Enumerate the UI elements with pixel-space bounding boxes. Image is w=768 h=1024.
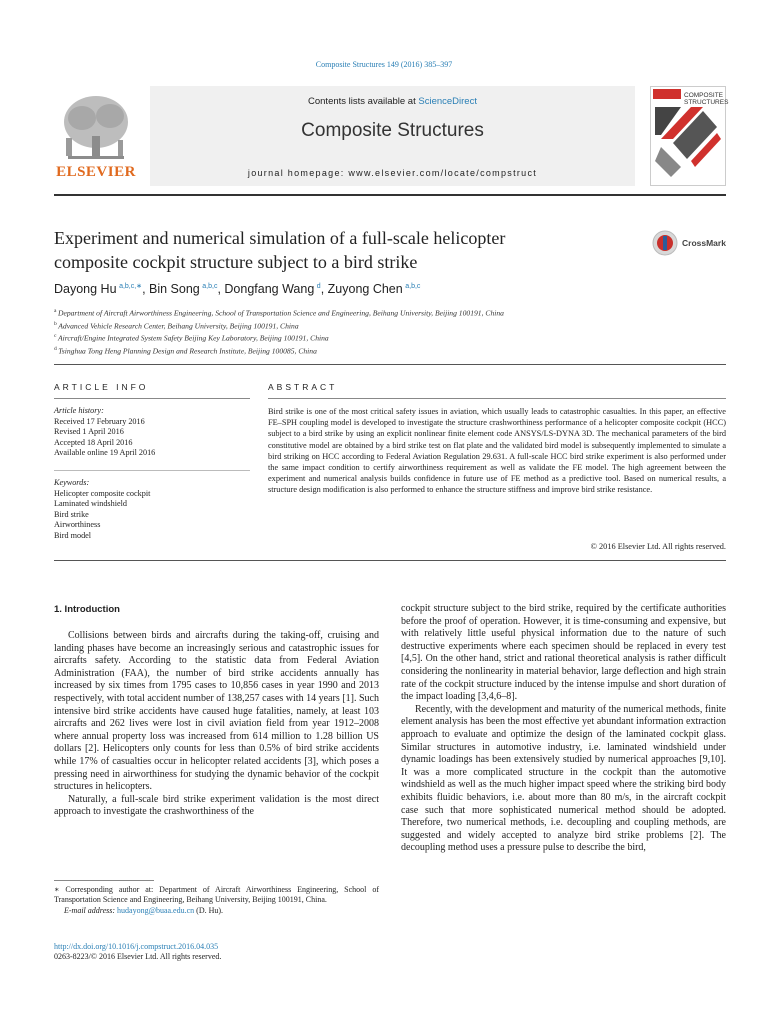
author-affil-sup[interactable]: a,b,c,∗ xyxy=(119,283,143,290)
cover-title xyxy=(684,92,729,106)
author-name: Dongfang Wang xyxy=(224,282,315,297)
author-sep: , xyxy=(142,282,150,297)
history-online: Available online 19 April 2016 xyxy=(54,448,156,457)
footnote xyxy=(54,885,379,916)
issn-line: 0263-8223/© 2016 Elsevier Ltd. All rights reserved. xyxy=(54,952,222,962)
affiliation xyxy=(54,306,504,319)
affiliation xyxy=(54,319,504,332)
affiliation-list xyxy=(54,306,504,356)
email-link[interactable]: hudayong@buaa.edu.cn xyxy=(117,905,195,915)
corresponding-author-note: ∗ Corresponding author at: Department of Aircraft Airworthiness Engineering, School of Transportation Science and Engineering, Beihang University, Beijing 100191, China. xyxy=(54,885,379,905)
author-affil-sup[interactable]: a,b,c xyxy=(202,283,218,290)
keyword: Helicopter composite cockpit xyxy=(54,488,151,498)
paragraph: Naturally, a full-scale bird strike experiment validation is the most direct approach to investigate the crashworthiness of the xyxy=(54,793,379,818)
history-received: Received 17 February 2016 xyxy=(54,416,145,426)
abstract-text: Bird strike is one of the most critical safety issues in aviation, which usually leads to catastrophic casualties. In this paper, an effective FE–SPH coupling model is developed to investigate the structure crashworthiness performance of a helicopter composite cockpit (HCC) subject to a bird strike by using an explicit nonlinear finite element code ANSYS/LS-DYNA 3D. The mechanical parameters of the bird constitutive model are obtained by a bird strike test on flat plate and the validated bird model is subsequently implemented to simulate a bird striking on HCC according to Federal Aviation Regulation 29.631. A full-scale HCC bird strike experiment is also performed under the same impact condition to certify airworthiness requirement as well as validate the FE model. The high agreement between the experiment and numerical analysis builds confidence in future use of FE method as a predictive tool. Based on numerical results, a structure design modification is also performed to enhance the structure stiffness and improve bird strike resistance. xyxy=(268,407,726,495)
article-info-heading: ARTICLE INFO xyxy=(54,382,149,392)
contents-prefix: Contents lists available at xyxy=(308,96,419,107)
elsevier-wordmark: ELSEVIER xyxy=(56,164,136,180)
crossmark-label[interactable]: CrossMark xyxy=(682,238,726,248)
affiliation-text: Tsinghua Tong Heng Planning Design and Research Institute, Beijing 100085, China xyxy=(58,346,317,356)
affiliation xyxy=(54,331,504,344)
sciencedirect-link[interactable]: ScienceDirect xyxy=(418,96,477,107)
affiliation-text: Aircraft/Engine Integrated System Safety Beijing Key Laboratory, Beijing 100191, China xyxy=(57,333,329,343)
paragraph: Recently, with the development and maturity of the numerical methods, finite element analysis has been the most effective yet abundant information extraction approach to evaluate and optimize the design of the laminated cockpit glass. Similar structures in automotive industry, i.e. laminated windshield under dynamic loadings has been extensively studied by numerical approaches [9,10]. It was a more complicated structure in the cockpit than the automotive windshield as well as the much higher impact speed where the striking bird body exhibits fluidic behaviors, i.e. about more than 80 m/s, in the aircraft cockpit case such that more sophisticated numerical method should be adopted. Therefore, two numerical methods, i.e. decoupling and coupling methods, are suggested and widely accepted to analyze bird strike problems [2]. The decoupling method uses a pressure pulse to describe the bird, xyxy=(401,703,726,854)
keywords xyxy=(54,478,150,541)
article-history xyxy=(54,406,155,459)
journal-name: Composite Structures xyxy=(301,120,484,141)
paragraph: Collisions between birds and aircrafts during the taking-off, cruising and landing phases have become an increasingly serious and catastrophic issues for aircrafts safety. According to the statistic data from Federal Aviation Administration (FAA), the number of bird strike accidents annually has increased by six times from 1795 cases to 10,856 cases in year 1990 and 2013 respectively, with total accident number of 138,257 cases with 14 years [1]. Such intensive bird strike accidents have caused huge fatalities, namely, at least 103 aircrafts and 262 lives were lost in civil aviation field from year 1912–2008 where annual property loss was increased from 614 million to 1.28 billion US dollars [2]. Helicopters only counts for less than 0.5% of bird strike accidents while 17% of casualties occur in helicopter related accidents [3], which poses a pressing need in airworthiness for studying the dynamic behavior of the cockpit structures in helicopters. xyxy=(54,630,379,793)
footnote-rule xyxy=(54,880,154,881)
keywords-rule xyxy=(54,470,250,471)
author-sep: , xyxy=(217,282,225,297)
author-name: Dayong Hu xyxy=(54,282,117,297)
title-line-1: Experiment and numerical simulation of a full-scale helicopter xyxy=(54,228,506,248)
email-label: E-mail address: xyxy=(64,905,116,915)
history-label: Article history: xyxy=(54,406,104,415)
keyword: Bird model xyxy=(54,530,92,540)
author-affil-sup[interactable]: d xyxy=(316,283,321,290)
author-list xyxy=(54,282,420,296)
section-rule xyxy=(54,560,726,561)
author-name: Zuyong Chen xyxy=(327,282,403,297)
author-1[interactable] xyxy=(54,282,149,296)
section-heading-introduction: 1. Introduction xyxy=(54,604,120,615)
affiliation-sup: c xyxy=(54,333,57,340)
abstract-rule xyxy=(268,398,726,399)
article-title xyxy=(54,226,614,274)
abstract-heading: ABSTRACT xyxy=(268,382,338,392)
affiliation-sup: a xyxy=(54,308,57,314)
paragraph: cockpit structure subject to the bird strike, required by the certificate authorities before the proof of operation. However, it is time-consuming and expensive, but with relatively little useful physical information due to the nature of such destructive experiments where each specimen should be replaced in every test [4,5]. On the other hand, strict and rational theoretical analysis is rather difficult considering the nonlinearity in material behavior, large deflection and high strain rate of the cockpit structure induced by the intense impulse and short duration of the impact loading [3,4,6–8]. xyxy=(401,603,726,703)
crossmark-icon[interactable] xyxy=(652,230,678,256)
journal-citation[interactable]: Composite Structures 149 (2016) 385–397 xyxy=(315,60,453,69)
email-suffix: (D. Hu). xyxy=(194,905,224,915)
history-revised: Revised 1 April 2016 xyxy=(54,427,124,436)
body-column-left xyxy=(54,630,379,819)
history-accepted: Accepted 18 April 2016 xyxy=(54,437,133,447)
cover-title-line1: COMPOSITE xyxy=(684,92,724,99)
keyword: Bird strike xyxy=(54,509,89,519)
article-info-rule xyxy=(54,398,250,399)
author-2[interactable] xyxy=(149,282,224,296)
cover-title-line2: STRUCTURES xyxy=(684,99,729,106)
affiliation-text: Advanced Vehicle Research Center, Beihang University, Beijing 100191, China xyxy=(58,321,299,331)
journal-homepage[interactable]: journal homepage: www.elsevier.com/locate/compstruct xyxy=(247,168,538,178)
doi-link[interactable]: http://dx.doi.org/10.1016/j.compstruct.2016.04.035 xyxy=(54,942,219,951)
title-line-2: composite cockpit structure subject to a bird strike xyxy=(54,252,418,272)
email-line xyxy=(54,906,379,916)
header-rule xyxy=(54,194,726,196)
author-4[interactable] xyxy=(328,282,421,296)
affiliation-sup: d xyxy=(54,345,57,352)
author-sep: , xyxy=(320,282,328,297)
contents-available xyxy=(150,96,635,107)
abstract-copyright: © 2016 Elsevier Ltd. All rights reserved. xyxy=(590,542,726,551)
keyword: Laminated windshield xyxy=(54,499,127,508)
affiliation xyxy=(54,344,504,357)
affiliation-sup: b xyxy=(54,320,57,327)
body-column-right xyxy=(401,603,726,855)
author-3[interactable] xyxy=(224,282,327,296)
section-rule xyxy=(54,364,726,365)
author-affil-sup[interactable]: a,b,c xyxy=(405,283,421,290)
affiliation-text: Department of Aircraft Airworthiness Engineering, School of Transportation Science and Engineering, Beihang University, Beijing 100191, China xyxy=(57,308,504,318)
doi-block xyxy=(54,942,221,963)
keyword: Airworthiness xyxy=(54,520,101,529)
author-name: Bin Song xyxy=(149,282,200,297)
keywords-label: Keywords: xyxy=(54,478,90,487)
